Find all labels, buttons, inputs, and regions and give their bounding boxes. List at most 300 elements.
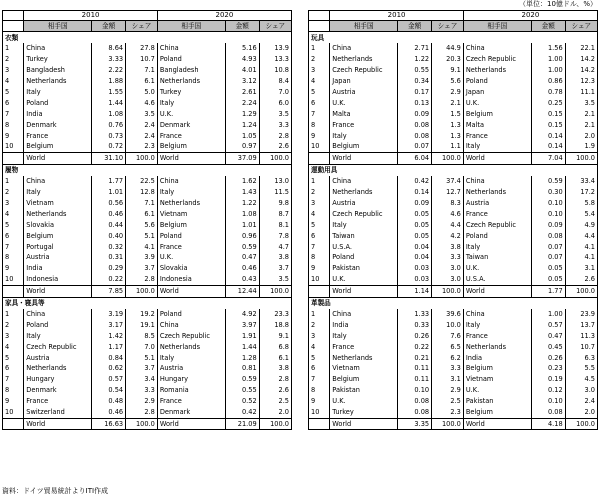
- country-2020-cell: Italy: [463, 141, 531, 152]
- share-2010-cell: 44.9: [432, 43, 464, 54]
- amount-2010-cell: 2.22: [92, 65, 126, 76]
- amount-2020-cell: 0.52: [225, 396, 259, 407]
- amount-2020-cell: 0.10: [531, 198, 565, 209]
- section-title-row: [309, 164, 597, 176]
- country-2010-cell: Denmark: [24, 119, 92, 130]
- rank-cell: 1: [311, 44, 316, 53]
- rank-cell: 7: [5, 375, 10, 384]
- country-2010-cell: Italy: [330, 330, 398, 341]
- country-2010-cell: Austria: [24, 352, 92, 363]
- rank-cell: 9: [311, 397, 316, 406]
- table-row: [309, 374, 597, 385]
- table-row: [3, 341, 291, 352]
- total-amount-2020: 7.04: [531, 152, 565, 164]
- country-2010-cell: Denmark: [24, 385, 92, 396]
- amount-2010-cell: 0.72: [92, 141, 126, 152]
- country-2010-cell: Turkey: [330, 407, 398, 418]
- total-amount-2020: 4.18: [531, 418, 565, 429]
- rank-cell: 4: [311, 77, 316, 86]
- table-row: [3, 187, 291, 198]
- amount-2010-cell: 0.56: [92, 198, 126, 209]
- country-2010-cell: Austria: [24, 252, 92, 263]
- country-2010-cell: France: [330, 341, 398, 352]
- country-2010-cell: Bangladesh: [24, 65, 92, 76]
- country-2010-cell: Hungary: [24, 374, 92, 385]
- total-row: [309, 152, 597, 164]
- right-panel: [308, 10, 598, 430]
- share-2020-cell: 3.5: [259, 274, 291, 285]
- country-2010-cell: Netherlands: [330, 352, 398, 363]
- section-title: 履物: [3, 164, 291, 176]
- country-2020-cell: Italy: [157, 97, 225, 108]
- total-label-2020: World: [157, 285, 225, 297]
- amount-2010-cell: 0.55: [398, 65, 432, 76]
- share-2020-cell: 4.9: [565, 219, 597, 230]
- share-2010-cell: 1.5: [432, 108, 464, 119]
- table-row: [309, 87, 597, 98]
- total-share-2010: 100.0: [126, 285, 158, 297]
- rank-cell: 2: [5, 320, 10, 329]
- country-2010-cell: Turkey: [24, 54, 92, 65]
- total-rank-blank: [309, 152, 330, 164]
- share-2020-cell: 3.3: [259, 119, 291, 130]
- total-rank-blank: [309, 285, 330, 297]
- amount-2020-cell: 0.86: [531, 76, 565, 87]
- country-2020-cell: Netherlands: [463, 341, 531, 352]
- rank-cell: 3: [311, 66, 316, 75]
- share-2020-cell: 2.6: [565, 274, 597, 285]
- amount-2010-cell: 0.08: [398, 396, 432, 407]
- country-2020-cell: China: [463, 309, 531, 320]
- share-2010-cell: 4.6: [126, 97, 158, 108]
- share-2020-cell: 2.1: [565, 119, 597, 130]
- rank-cell: 6: [311, 231, 316, 240]
- country-2020-cell: Hungary: [157, 374, 225, 385]
- rank-cell: 5: [311, 220, 316, 229]
- amount-2020-cell: 0.47: [531, 330, 565, 341]
- table-row: [3, 330, 291, 341]
- rank-cell: 5: [311, 88, 316, 96]
- total-label-2020: World: [157, 418, 225, 429]
- section-title: 家具・寝具等: [3, 297, 291, 309]
- partner-header-2020: 相手国: [463, 21, 531, 32]
- share-2020-cell: 8.7: [259, 208, 291, 219]
- rank-cell: 7: [311, 109, 316, 118]
- amount-2010-cell: 0.13: [398, 97, 432, 108]
- amount-2010-cell: 0.17: [398, 87, 432, 98]
- amount-2010-cell: 0.84: [92, 352, 126, 363]
- country-2020-cell: Belgium: [463, 407, 531, 418]
- rank-cell: 10: [311, 275, 320, 284]
- amount-2010-cell: 0.21: [398, 352, 432, 363]
- section-title: 衣類: [3, 32, 291, 44]
- rank-cell: 6: [5, 364, 10, 373]
- country-2020-cell: Italy: [463, 241, 531, 252]
- country-2020-cell: Italy: [157, 352, 225, 363]
- amount-2020-cell: 1.01: [225, 219, 259, 230]
- country-2010-cell: Belgium: [24, 141, 92, 152]
- total-amount-2020: 37.09: [225, 152, 259, 164]
- table-row: [309, 54, 597, 65]
- share-2010-cell: 27.8: [126, 43, 158, 54]
- country-2020-cell: Netherlands: [157, 76, 225, 87]
- country-2010-cell: Poland: [24, 97, 92, 108]
- table-row: [309, 263, 597, 274]
- amount-header-2020: 金額: [531, 21, 565, 32]
- table-row: [309, 108, 597, 119]
- amount-2020-cell: 1.43: [225, 187, 259, 198]
- rank-cell: 4: [311, 342, 316, 351]
- share-2020-cell: 11.3: [565, 330, 597, 341]
- rank-cell: 2: [311, 55, 316, 64]
- country-2020-cell: Malta: [463, 119, 531, 130]
- total-row: [3, 285, 291, 297]
- share-2010-cell: 4.2: [432, 230, 464, 241]
- share-2020-cell: 18.8: [259, 319, 291, 330]
- share-2020-cell: 14.2: [565, 54, 597, 65]
- section-title-row: [309, 32, 597, 44]
- share-2010-cell: 19.1: [126, 319, 158, 330]
- amount-2010-cell: 0.76: [92, 119, 126, 130]
- table-row: [309, 407, 597, 418]
- rank-cell: 8: [311, 386, 316, 395]
- country-2010-cell: Italy: [330, 219, 398, 230]
- amount-2020-cell: 1.08: [225, 208, 259, 219]
- amount-2010-cell: 0.08: [398, 407, 432, 418]
- share-2010-cell: 2.8: [126, 407, 158, 418]
- amount-2020-cell: 4.93: [225, 54, 259, 65]
- rank-cell: 7: [5, 242, 10, 251]
- amount-2010-cell: 0.05: [398, 230, 432, 241]
- amount-2010-cell: 0.09: [398, 198, 432, 209]
- amount-2010-cell: 0.09: [398, 108, 432, 119]
- rank-cell: 6: [311, 364, 316, 373]
- country-2020-cell: France: [157, 241, 225, 252]
- share-2020-cell: 22.1: [565, 43, 597, 54]
- table-row: [3, 87, 291, 98]
- amount-2020-cell: 0.10: [531, 396, 565, 407]
- share-2010-cell: 4.1: [126, 241, 158, 252]
- amount-2020-cell: 3.12: [225, 76, 259, 87]
- share-header-2010: シェア: [432, 21, 464, 32]
- table-row: [3, 374, 291, 385]
- amount-2020-cell: 1.56: [531, 43, 565, 54]
- total-share-2010: 100.0: [432, 152, 464, 164]
- country-2020-cell: Poland: [157, 54, 225, 65]
- share-2010-cell: 3.5: [126, 108, 158, 119]
- table-row: [3, 252, 291, 263]
- unit-note: （単位：10億ドル、%）: [519, 0, 597, 8]
- share-2020-cell: 23.3: [259, 309, 291, 320]
- amount-2010-cell: 1.33: [398, 309, 432, 320]
- amount-2020-cell: 0.45: [531, 341, 565, 352]
- amount-2010-cell: 0.73: [92, 130, 126, 141]
- rank-cell: 9: [311, 131, 316, 140]
- country-2020-cell: China: [157, 43, 225, 54]
- amount-2010-cell: 1.01: [92, 187, 126, 198]
- source-note: 資料：ドイツ貿易統計よりITI作成: [2, 487, 109, 495]
- share-2010-cell: 6.1: [126, 208, 158, 219]
- amount-2020-cell: 4.01: [225, 65, 259, 76]
- amount-2020-cell: 1.62: [225, 176, 259, 187]
- section-title: 玩具: [309, 32, 597, 44]
- rank-cell: 10: [5, 275, 14, 284]
- country-2020-cell: France: [157, 130, 225, 141]
- amount-2020-cell: 0.25: [531, 97, 565, 108]
- table-row: [3, 43, 291, 54]
- amount-2010-cell: 0.42: [398, 176, 432, 187]
- country-2020-cell: U.S.A.: [463, 274, 531, 285]
- share-2010-cell: 7.1: [126, 65, 158, 76]
- country-2010-cell: France: [330, 119, 398, 130]
- share-2010-cell: 5.0: [126, 87, 158, 98]
- table-row: [309, 241, 597, 252]
- amount-2010-cell: 0.11: [398, 363, 432, 374]
- share-2010-cell: 12.8: [126, 187, 158, 198]
- share-2020-cell: 3.5: [565, 97, 597, 108]
- share-2020-cell: 4.5: [565, 374, 597, 385]
- share-2020-cell: 33.4: [565, 176, 597, 187]
- country-2010-cell: China: [24, 176, 92, 187]
- rank-cell: 8: [5, 253, 10, 262]
- total-share-2020: 100.0: [565, 285, 597, 297]
- share-2010-cell: 3.3: [126, 385, 158, 396]
- amount-2020-cell: 4.92: [225, 309, 259, 320]
- amount-2010-cell: 0.03: [398, 274, 432, 285]
- amount-2010-cell: 1.17: [92, 341, 126, 352]
- amount-2010-cell: 8.64: [92, 43, 126, 54]
- table-row: [3, 407, 291, 418]
- rank-cell: 10: [5, 142, 14, 151]
- share-2010-cell: 19.2: [126, 309, 158, 320]
- amount-2010-cell: 0.40: [92, 230, 126, 241]
- country-2020-cell: China: [463, 43, 531, 54]
- share-2020-cell: 23.9: [565, 309, 597, 320]
- share-2020-cell: 4.7: [259, 241, 291, 252]
- total-label-2010: World: [24, 418, 92, 429]
- amount-2020-cell: 0.19: [531, 374, 565, 385]
- share-2020-cell: 9.1: [259, 330, 291, 341]
- country-2020-cell: China: [463, 176, 531, 187]
- country-2010-cell: Poland: [330, 252, 398, 263]
- country-2020-cell: Poland: [463, 230, 531, 241]
- country-2020-cell: Belgium: [463, 108, 531, 119]
- rank-cell: 5: [5, 353, 10, 362]
- amount-2010-cell: 1.77: [92, 176, 126, 187]
- country-2020-cell: Romania: [157, 385, 225, 396]
- rank-cell: 10: [311, 142, 320, 151]
- country-2010-cell: Switzerland: [24, 407, 92, 418]
- amount-2010-cell: 0.10: [398, 385, 432, 396]
- country-2010-cell: U.K.: [330, 396, 398, 407]
- country-2020-cell: Belgium: [157, 141, 225, 152]
- rank-cell: 9: [5, 264, 10, 273]
- table-row: [3, 352, 291, 363]
- section-title-row: [309, 297, 597, 309]
- total-amount-2010: 16.63: [92, 418, 126, 429]
- amount-2010-cell: 0.48: [92, 396, 126, 407]
- total-label-2010: World: [24, 152, 92, 164]
- amount-2010-cell: 0.22: [398, 341, 432, 352]
- total-label-2020: World: [463, 152, 531, 164]
- share-2020-cell: 3.1: [565, 263, 597, 274]
- country-2020-cell: U.K.: [157, 108, 225, 119]
- total-share-2020: 100.0: [259, 418, 291, 429]
- amount-2010-cell: 0.44: [92, 219, 126, 230]
- section-title: 革製品: [309, 297, 597, 309]
- right-table-body: [309, 11, 597, 429]
- share-2020-cell: 2.8: [259, 374, 291, 385]
- table-row: [3, 274, 291, 285]
- share-2010-cell: 2.5: [432, 396, 464, 407]
- share-2020-cell: 11.5: [259, 187, 291, 198]
- amount-2020-cell: 0.78: [531, 87, 565, 98]
- country-2020-cell: France: [463, 208, 531, 219]
- amount-2020-cell: 1.05: [225, 130, 259, 141]
- rank-cell: 5: [311, 353, 316, 362]
- table-row: [3, 263, 291, 274]
- table-row: [3, 119, 291, 130]
- amount-2020-cell: 0.59: [225, 241, 259, 252]
- total-share-2010: 100.0: [432, 418, 464, 429]
- country-2010-cell: India: [24, 263, 92, 274]
- rank-cell: 4: [5, 77, 10, 86]
- share-2020-cell: 9.8: [259, 198, 291, 209]
- country-2010-cell: Netherlands: [330, 187, 398, 198]
- share-2010-cell: 3.3: [432, 363, 464, 374]
- total-share-2010: 100.0: [432, 285, 464, 297]
- amount-2020-cell: 0.14: [531, 130, 565, 141]
- amount-2010-cell: 0.31: [92, 252, 126, 263]
- share-2020-cell: 5.8: [565, 198, 597, 209]
- table-row: [309, 274, 597, 285]
- rank-cell: 7: [5, 109, 10, 118]
- rank-cell: 1: [5, 310, 10, 319]
- country-2010-cell: Italy: [330, 130, 398, 141]
- amount-2020-cell: 0.08: [531, 407, 565, 418]
- country-2010-cell: Italy: [24, 330, 92, 341]
- share-2020-cell: 2.6: [259, 385, 291, 396]
- table-row: [3, 130, 291, 141]
- share-2020-cell: 6.8: [259, 341, 291, 352]
- table-row: [309, 97, 597, 108]
- table-row: [3, 363, 291, 374]
- country-2020-cell: U.K.: [463, 263, 531, 274]
- rank-cell: 6: [5, 231, 10, 240]
- section-title-row: [3, 164, 291, 176]
- share-2010-cell: 3.9: [126, 252, 158, 263]
- share-2020-cell: 10.8: [259, 65, 291, 76]
- country-2010-cell: Vietnam: [24, 198, 92, 209]
- share-2020-cell: 4.1: [565, 252, 597, 263]
- year-header-row: [3, 11, 291, 21]
- share-2010-cell: 10.7: [126, 54, 158, 65]
- share-2020-cell: 17.2: [565, 187, 597, 198]
- amount-2020-cell: 0.10: [531, 208, 565, 219]
- amount-2020-cell: 0.23: [531, 363, 565, 374]
- country-2020-cell: Netherlands: [463, 65, 531, 76]
- partner-header-2020: 相手国: [157, 21, 225, 32]
- amount-2020-cell: 0.08: [531, 230, 565, 241]
- total-label-2020: World: [157, 152, 225, 164]
- country-2010-cell: U.K.: [330, 97, 398, 108]
- rank-cell: 10: [311, 408, 320, 417]
- year-header-row: [309, 11, 597, 21]
- amount-2020-cell: 1.29: [225, 108, 259, 119]
- share-2010-cell: 5.6: [126, 219, 158, 230]
- section-title: 運動用具: [309, 164, 597, 176]
- amount-2020-cell: 0.42: [225, 407, 259, 418]
- table-row: [309, 363, 597, 374]
- amount-2020-cell: 0.05: [531, 263, 565, 274]
- share-2010-cell: 2.8: [126, 274, 158, 285]
- share-2020-cell: 5.5: [565, 363, 597, 374]
- rank-cell: 4: [311, 209, 316, 218]
- amount-2020-cell: 0.30: [531, 187, 565, 198]
- table-row: [309, 385, 597, 396]
- amount-2010-cell: 0.04: [398, 252, 432, 263]
- rank-cell: 2: [5, 55, 10, 64]
- rank-header: [309, 21, 330, 32]
- table-row: [309, 330, 597, 341]
- share-2020-cell: 8.1: [259, 219, 291, 230]
- share-2010-cell: 1.3: [432, 130, 464, 141]
- share-2010-cell: 2.9: [432, 87, 464, 98]
- amount-2020-cell: 0.97: [225, 141, 259, 152]
- rank-cell: 3: [311, 331, 316, 340]
- amount-2010-cell: 0.34: [398, 76, 432, 87]
- total-row: [3, 418, 291, 429]
- country-2020-cell: France: [463, 330, 531, 341]
- table-row: [309, 176, 597, 187]
- country-2020-cell: Italy: [157, 187, 225, 198]
- rank-cell: 7: [311, 375, 316, 384]
- country-2010-cell: Czech Republic: [330, 65, 398, 76]
- country-2020-cell: U.K.: [463, 97, 531, 108]
- amount-2020-cell: 0.15: [531, 108, 565, 119]
- table-row: [3, 176, 291, 187]
- amount-2010-cell: 0.33: [398, 319, 432, 330]
- table-row: [3, 219, 291, 230]
- amount-2010-cell: 0.04: [398, 241, 432, 252]
- amount-2020-cell: 0.59: [225, 374, 259, 385]
- total-rank-blank: [309, 418, 330, 429]
- share-2020-cell: 2.1: [565, 108, 597, 119]
- country-2010-cell: China: [330, 43, 398, 54]
- rank-cell: 9: [5, 131, 10, 140]
- country-2020-cell: Austria: [463, 198, 531, 209]
- rank-cell: 4: [5, 209, 10, 218]
- share-2020-cell: 3.7: [259, 263, 291, 274]
- year-spacer: [309, 11, 330, 21]
- amount-2020-cell: 2.61: [225, 87, 259, 98]
- country-2020-cell: U.K.: [157, 252, 225, 263]
- country-2010-cell: Belgium: [330, 374, 398, 385]
- share-2010-cell: 6.5: [432, 341, 464, 352]
- share-2010-cell: 3.8: [432, 241, 464, 252]
- country-2010-cell: Austria: [330, 87, 398, 98]
- share-2010-cell: 3.1: [432, 374, 464, 385]
- share-2020-cell: 2.0: [259, 407, 291, 418]
- amount-2020-cell: 0.59: [531, 176, 565, 187]
- amount-2020-cell: 5.16: [225, 43, 259, 54]
- share-2020-cell: 3.0: [565, 385, 597, 396]
- country-2020-cell: Slovakia: [157, 263, 225, 274]
- share-2010-cell: 7.1: [126, 198, 158, 209]
- total-label-2010: World: [330, 285, 398, 297]
- country-2020-cell: Austria: [157, 363, 225, 374]
- share-2010-cell: 4.6: [432, 208, 464, 219]
